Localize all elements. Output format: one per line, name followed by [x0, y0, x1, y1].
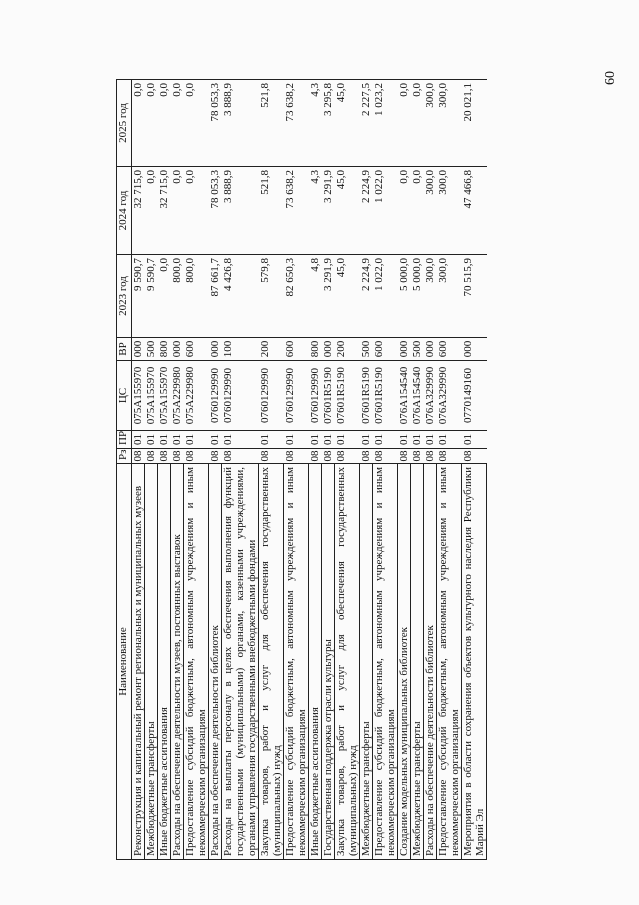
cell-name: Закупка товаров, работ и услуг для обеспечения государственных (муниципальных) нужд [335, 464, 360, 860]
cell-rz: 08 [308, 450, 321, 462]
cell-vr: 600 [284, 338, 309, 361]
cell-y2024: 32 715,0 [132, 167, 145, 255]
cell-name: Расходы на обеспечение деятельности библиотек [209, 464, 222, 860]
cell-pr: 01 [259, 431, 284, 449]
cell-y2024: 2 224,9 [360, 167, 373, 255]
cell-name: Иные бюджетные ассигнования [309, 464, 322, 860]
cell-rz: 08 [373, 449, 398, 464]
cell-cs: 0770149160 [462, 361, 487, 431]
cell-y2025: 4,3 [309, 80, 322, 167]
cell-vr: 000 [424, 338, 437, 361]
cell-pr: 01 [360, 431, 373, 449]
cell-y2025: 3 888,9 [222, 80, 259, 167]
cell-vr: 100 [222, 338, 259, 361]
table-row [158, 80, 171, 860]
cell-pr: 01 [309, 431, 322, 449]
cell-y2024: 0,0 [411, 167, 424, 255]
cell-y2024: 300,0 [424, 167, 437, 255]
cell-y2025: 73 638,2 [284, 80, 309, 167]
cell-y2023: 87 661,7 [209, 255, 222, 338]
cell-pr: 01 [335, 431, 360, 449]
cell-rz: 08 [284, 449, 309, 464]
cell-y2023: 5 000,0 [398, 255, 411, 338]
cell-y2025: 0,0 [132, 80, 145, 167]
cell-rz: 08 [397, 450, 410, 462]
cell-name: Закупка товаров, работ и услуг для обеспечения государственных (муниципальных) нужд [259, 464, 284, 860]
table-row [462, 80, 487, 860]
cell-vr: 600 [184, 338, 209, 361]
cell-name: Расходы на обеспечение деятельности библиотек [424, 464, 437, 860]
cell-rz: 08 [437, 449, 462, 464]
cell-rz: 08 [462, 449, 487, 464]
cell-pr: 01 [322, 431, 335, 449]
cell-y2024: 47 466,8 [462, 167, 487, 255]
cell-name: Государственная поддержка отрасли культуры [322, 464, 335, 860]
col-header-pr: ПР [117, 431, 132, 449]
cell-cs: 07601R5190 [373, 361, 398, 431]
table-row [284, 80, 309, 860]
cell-y2023: 3 291,9 [322, 255, 335, 338]
cell-cs: 075А155970 [145, 361, 158, 431]
cell-cs: 076А154540 [398, 361, 411, 431]
table-row [411, 80, 424, 860]
cell-cs: 07601R5190 [335, 361, 360, 431]
cell-y2025: 2 227,5 [360, 80, 373, 167]
cell-vr: 200 [335, 338, 360, 361]
col-header-cs: ЦС [117, 361, 132, 431]
cell-y2025: 78 053,3 [209, 80, 222, 167]
col-header-2024: 2024 год [117, 167, 132, 255]
cell-y2023: 1 022,0 [373, 255, 398, 338]
cell-pr: 01 [171, 431, 184, 449]
cell-rz: 08 [157, 450, 170, 462]
col-header-2023: 2023 год [117, 255, 132, 338]
cell-name: Иные бюджетные ассигнования [158, 464, 171, 860]
table-row [360, 80, 373, 860]
cell-y2025: 0,0 [411, 80, 424, 167]
cell-rz: 08 [335, 449, 360, 464]
cell-y2025: 0,0 [398, 80, 411, 167]
cell-y2025: 300,0 [424, 80, 437, 167]
table-row [309, 80, 322, 860]
cell-vr: 800 [309, 338, 322, 361]
cell-y2023: 800,0 [184, 255, 209, 338]
cell-vr: 000 [171, 338, 184, 361]
cell-y2023: 0,0 [158, 255, 171, 338]
table-row [184, 80, 209, 860]
cell-pr: 01 [222, 431, 259, 449]
cell-y2023: 300,0 [437, 255, 462, 338]
cell-pr: 01 [411, 431, 424, 449]
cell-y2025: 3 295,8 [322, 80, 335, 167]
table-row [145, 80, 158, 860]
cell-y2025: 0,0 [145, 80, 158, 167]
table-row [437, 80, 462, 860]
cell-vr: 000 [322, 338, 335, 361]
cell-name: Предоставление субсидий бюджетным, автономным учреждениям и иным некоммерческим организациям [184, 464, 209, 860]
cell-vr: 500 [411, 338, 424, 361]
cell-y2024: 45,0 [335, 167, 360, 255]
cell-y2023: 300,0 [424, 255, 437, 338]
cell-y2023: 45,0 [335, 255, 360, 338]
cell-name: Межбюджетные трансферты [411, 464, 424, 860]
cell-cs: 0760129990 [309, 361, 322, 431]
cell-name: Межбюджетные трансферты [360, 464, 373, 860]
cell-y2023: 82 650,3 [284, 255, 309, 338]
cell-name: Реконструкция и капитальный ремонт региональных и муниципальных музеев [132, 464, 145, 860]
cell-y2023: 800,0 [171, 255, 184, 338]
cell-rz: 08 [222, 449, 259, 464]
cell-y2025: 45,0 [335, 80, 360, 167]
table-row [209, 80, 222, 860]
cell-cs: 0760129990 [259, 361, 284, 431]
cell-y2024: 0,0 [398, 167, 411, 255]
cell-name: Межбюджетные трансферты [145, 464, 158, 860]
cell-vr: 200 [259, 338, 284, 361]
cell-rz: 08 [410, 450, 423, 462]
cell-cs: 07601R5190 [360, 361, 373, 431]
cell-cs: 0760129990 [284, 361, 309, 431]
cell-vr: 600 [373, 338, 398, 361]
rotated-page [116, 80, 612, 860]
cell-y2024: 0,0 [145, 167, 158, 255]
table-row [259, 80, 284, 860]
cell-rz: 08 [359, 450, 372, 462]
cell-vr: 600 [437, 338, 462, 361]
col-header-rz: Рз [117, 449, 132, 464]
cell-cs: 075А155970 [158, 361, 171, 431]
cell-pr: 01 [209, 431, 222, 449]
cell-name: Создание модельных муниципальных библиотек [398, 464, 411, 860]
cell-vr: 000 [462, 338, 487, 361]
cell-y2024: 521,8 [259, 167, 284, 255]
table-body [132, 80, 487, 860]
cell-name: Расходы на выплаты персоналу в целях обеспечения выполнения функций государственными (муниципальными) органами, казенными учреждениями, органами управления государственными внебюджетными фондами [222, 464, 259, 860]
cell-rz: 08 [170, 450, 183, 462]
cell-vr: 000 [132, 338, 145, 361]
cell-pr: 01 [132, 431, 145, 449]
table-row [424, 80, 437, 860]
cell-cs: 076А329990 [424, 361, 437, 431]
table-row [171, 80, 184, 860]
cell-pr: 01 [373, 431, 398, 449]
cell-rz: 08 [423, 450, 436, 462]
cell-y2023: 4,8 [309, 255, 322, 338]
cell-name: Предоставление субсидий бюджетным, автономным учреждениям и иным некоммерческим организациям [284, 464, 309, 860]
cell-y2023: 4 426,8 [222, 255, 259, 338]
table-row [132, 80, 145, 860]
cell-vr: 800 [158, 338, 171, 361]
cell-rz: 08 [184, 449, 209, 464]
cell-y2025: 20 021,1 [462, 80, 487, 167]
cell-cs: 07601R5190 [322, 361, 335, 431]
cell-y2025: 0,0 [171, 80, 184, 167]
cell-y2023: 579,8 [259, 255, 284, 338]
cell-y2024: 1 022,0 [373, 167, 398, 255]
cell-pr: 01 [398, 431, 411, 449]
table-row [398, 80, 411, 860]
cell-name: Предоставление субсидий бюджетным, автономным учреждениям и иным некоммерческим организациям [373, 464, 398, 860]
cell-name: Расходы на обеспечение деятельности музеев, постоянных выставок [171, 464, 184, 860]
cell-pr: 01 [158, 431, 171, 449]
cell-y2025: 300,0 [437, 80, 462, 167]
cell-cs: 0760129990 [222, 361, 259, 431]
table-row [222, 80, 259, 860]
cell-pr: 01 [284, 431, 309, 449]
cell-y2025: 0,0 [158, 80, 171, 167]
table-row [373, 80, 398, 860]
cell-y2025: 1 023,2 [373, 80, 398, 167]
cell-vr: 500 [360, 338, 373, 361]
cell-vr: 000 [209, 338, 222, 361]
cell-y2023: 9 590,7 [132, 255, 145, 338]
cell-y2023: 9 590,7 [145, 255, 158, 338]
cell-pr: 01 [437, 431, 462, 449]
col-header-2025: 2025 год [117, 80, 132, 167]
cell-vr: 000 [398, 338, 411, 361]
cell-y2023: 5 000,0 [411, 255, 424, 338]
table-row [335, 80, 360, 860]
table-row [322, 80, 335, 860]
cell-pr: 01 [184, 431, 209, 449]
cell-cs: 075А229980 [171, 361, 184, 431]
cell-y2024: 4,3 [309, 167, 322, 255]
cell-y2024: 32 715,0 [158, 167, 171, 255]
cell-vr: 500 [145, 338, 158, 361]
cell-rz: 08 [208, 450, 221, 462]
cell-rz: 08 [132, 450, 144, 462]
cell-pr: 01 [424, 431, 437, 449]
page-number: 60 [603, 71, 618, 85]
cell-name: Предоставление субсидий бюджетным, автономным учреждениям и иным некоммерческим организациям [437, 464, 462, 860]
cell-pr: 01 [462, 431, 487, 449]
col-header-name: Наименование [117, 464, 132, 860]
cell-cs: 0760129990 [209, 361, 222, 431]
budget-table [116, 79, 487, 860]
cell-y2024: 300,0 [437, 167, 462, 255]
cell-y2024: 0,0 [171, 167, 184, 255]
cell-rz: 08 [321, 450, 334, 462]
cell-y2025: 521,8 [259, 80, 284, 167]
cell-y2024: 3 888,9 [222, 167, 259, 255]
cell-rz: 08 [144, 450, 157, 462]
cell-name: Мероприятия в области сохранения объектов культурного наследия Республики Марий Эл [462, 464, 487, 860]
cell-y2024: 78 053,3 [209, 167, 222, 255]
col-header-vr: ВР [117, 338, 132, 361]
cell-y2023: 70 515,9 [462, 255, 487, 338]
cell-cs: 076А154540 [411, 361, 424, 431]
cell-cs: 075А155970 [132, 361, 145, 431]
cell-y2023: 2 224,9 [360, 255, 373, 338]
cell-cs: 075А229980 [184, 361, 209, 431]
cell-rz: 08 [259, 449, 284, 464]
cell-y2024: 3 291,9 [322, 167, 335, 255]
cell-y2024: 73 638,2 [284, 167, 309, 255]
cell-y2024: 0,0 [184, 167, 209, 255]
cell-pr: 01 [145, 431, 158, 449]
cell-cs: 076А329990 [437, 361, 462, 431]
cell-y2025: 0,0 [184, 80, 209, 167]
table-header-row [117, 80, 132, 860]
